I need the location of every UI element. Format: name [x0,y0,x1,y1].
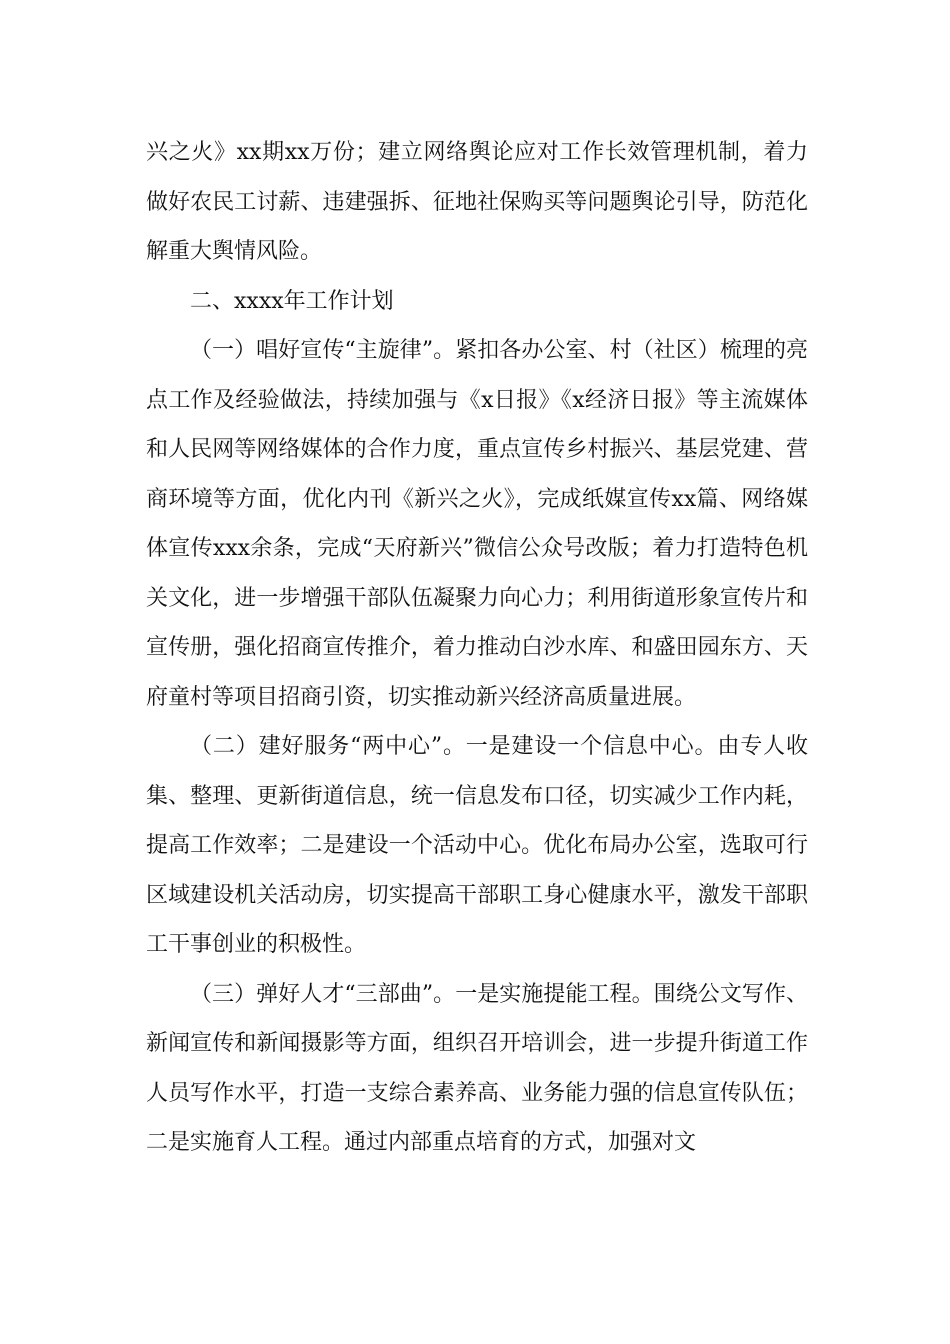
paragraph-continuation: 兴之火》xx期xx万份；建立网络舆论应对工作长效管理机制，着力做好农民工讨薪、违建强拆、征地社保购买等问题舆论引导，防范化解重大舆情风险。 [146,140,808,264]
document-body [146,128,808,1168]
paragraph-item-2: （二）建好服务“两中心”。一是建设一个信息中心。由专人收集、整理、更新街道信息，统一信息发布口径，切实减少工作内耗，提高工作效率；二是建设一个活动中心。优化布局办公室，选取可行区域建设机关活动房，切实提高干部职工身心健康水平，激发干部职工干事创业的积极性。 [146,734,808,957]
paragraph-item-3: （三）弹好人才“三部曲”。一是实施提能工程。围绕公文写作、新闻宣传和新闻摄影等方面，组织召开培训会，进一步提升街道工作人员写作水平，打造一支综合素养高、业务能力强的信息宣传队伍；二是实施育人工程。通过内部重点培育的方式，加强对文 [146,981,808,1155]
section-heading: 二、xxxx年工作计划 [190,288,394,314]
paragraph-item-1: （一）唱好宣传“主旋律”。紧扣各办公室、村（社区）梳理的亮点工作及经验做法，持续加强与《x日报》《x经济日报》等主流媒体和人民网等网络媒体的合作力度，重点宣传乡村振兴、基层党建、营商环境等方面，优化内刊《新兴之火》，完成纸媒宣传xx篇、网络媒体宣传xxx余条，完成“天府新兴”微信公众号改版；着力打造特色机关文化，进一步增强干部队伍凝聚力向心力；利用街道形象宣传片和宣传册，强化招商宣传推介，着力推动白沙水库、和盛田园东方、天府童村等项目招商引资，切实推动新兴经济高质量进展。 [146,338,808,710]
